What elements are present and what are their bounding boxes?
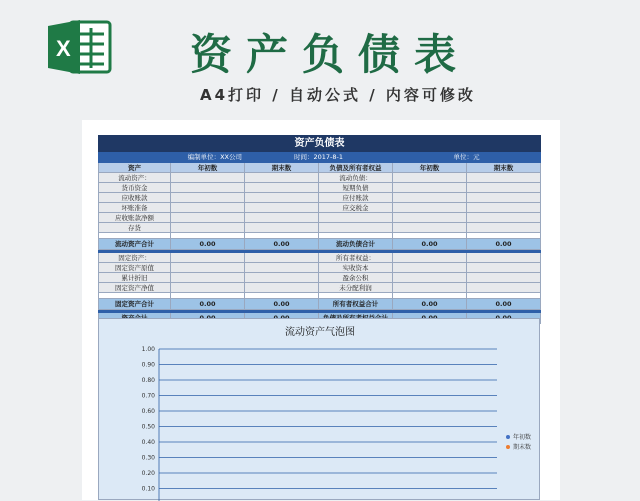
legend-label[interactable]: 期末数 [513, 444, 532, 451]
header-banner [0, 0, 640, 118]
y-tick-label: 0.20 [141, 470, 155, 477]
unit-cell[interactable]: 单位：元 [393, 152, 541, 163]
asset-label-cell[interactable]: 固定资产净值 [99, 283, 171, 293]
header-cell[interactable]: 期末数 [245, 163, 319, 173]
asset-label-cell[interactable]: 存货 [99, 223, 171, 233]
header-cell[interactable]: 期末数 [467, 163, 541, 173]
svg-text:X: X [56, 36, 71, 61]
asset-label-cell[interactable]: 累计折旧 [99, 273, 171, 283]
y-tick-label: 0.10 [141, 485, 155, 493]
asset-label-cell[interactable]: 固定资产： [99, 253, 171, 263]
table-row [99, 213, 541, 223]
total-value-cell[interactable]: 0.00 [245, 299, 319, 310]
table-row [99, 173, 541, 183]
y-tick-label: 0.60 [141, 408, 155, 415]
table-row [99, 203, 541, 213]
total-label-cell[interactable]: 固定资产合计 [99, 299, 171, 310]
y-tick-label: 0.50 [141, 423, 155, 431]
chart-title: 流动资产气泡图 [285, 327, 355, 338]
y-tick-label: 0.70 [141, 392, 155, 400]
liability-label-cell[interactable]: 流动负债： [319, 173, 393, 183]
page-title: 资产负债表 [190, 30, 471, 79]
table-row [99, 283, 541, 293]
liability-label-cell[interactable]: 应交税金 [319, 203, 393, 213]
asset-label-cell[interactable]: 货币资金 [99, 183, 171, 193]
total-label-cell[interactable]: 流动负债合计 [319, 239, 393, 250]
date-cell[interactable]: 时间：2017-8-1 [245, 152, 393, 163]
y-tick-label: 0.80 [141, 377, 155, 384]
header-cell[interactable]: 负债及所有者权益 [319, 163, 393, 173]
y-tick-label: 0.40 [141, 439, 155, 446]
asset-label-cell[interactable]: 应收账款净额 [99, 213, 171, 223]
liability-label-cell[interactable] [319, 213, 393, 223]
chart-canvas [99, 319, 541, 501]
bubble-chart[interactable] [98, 318, 540, 500]
y-tick-label: 0.30 [141, 454, 155, 462]
equity-label-cell[interactable]: 实收资本 [319, 263, 393, 273]
header-cell[interactable]: 年初数 [171, 163, 245, 173]
legend-label[interactable]: 年初数 [513, 434, 532, 441]
table-row [99, 223, 541, 233]
liability-label-cell[interactable]: 短期负债 [319, 183, 393, 193]
total-value-cell[interactable]: 0.00 [467, 239, 541, 250]
total-value-cell[interactable]: 0.00 [245, 239, 319, 250]
total-value-cell[interactable]: 0.00 [467, 299, 541, 310]
equity-label-cell[interactable]: 所有者权益： [319, 253, 393, 263]
table-row [99, 273, 541, 283]
y-tick-label: 0.90 [141, 361, 155, 369]
asset-label-cell[interactable]: 固定资产原值 [99, 263, 171, 273]
y-tick-label: 1.00 [141, 346, 155, 353]
asset-label-cell[interactable]: 应收账款 [99, 193, 171, 203]
current-total-row [99, 239, 541, 250]
total-value-cell[interactable]: 0.00 [393, 299, 467, 310]
page-subtitle: A4打印 / 自动公式 / 内容可修改 [200, 86, 476, 104]
asset-label-cell[interactable]: 坏账准备 [99, 203, 171, 213]
fixed-total-row [99, 299, 541, 310]
equity-label-cell[interactable]: 盈余公积 [319, 273, 393, 283]
total-label-cell[interactable]: 所有者权益合计 [319, 299, 393, 310]
total-value-cell[interactable]: 0.00 [171, 299, 245, 310]
table-row [99, 183, 541, 193]
header-cell[interactable]: 资产 [99, 163, 171, 173]
legend-marker [506, 435, 510, 439]
liability-label-cell[interactable] [319, 223, 393, 233]
table-row [99, 263, 541, 273]
asset-label-cell[interactable]: 流动资产： [99, 173, 171, 183]
equity-label-cell[interactable]: 未分配利润 [319, 283, 393, 293]
sheet-title[interactable]: 资产负债表 [99, 136, 541, 152]
total-label-cell[interactable]: 流动资产合计 [99, 239, 171, 250]
table-row [99, 253, 541, 263]
total-value-cell[interactable]: 0.00 [171, 239, 245, 250]
legend-marker [506, 445, 510, 449]
balance-sheet [98, 135, 540, 324]
header-cell[interactable]: 年初数 [393, 163, 467, 173]
liability-label-cell[interactable]: 应付账款 [319, 193, 393, 203]
excel-logo-icon [44, 18, 114, 76]
sheet-info-row [99, 152, 541, 163]
table-row [99, 193, 541, 203]
org-cell[interactable]: 编制单位：XX公司 [99, 152, 245, 163]
total-value-cell[interactable]: 0.00 [393, 239, 467, 250]
header-row [99, 163, 541, 173]
